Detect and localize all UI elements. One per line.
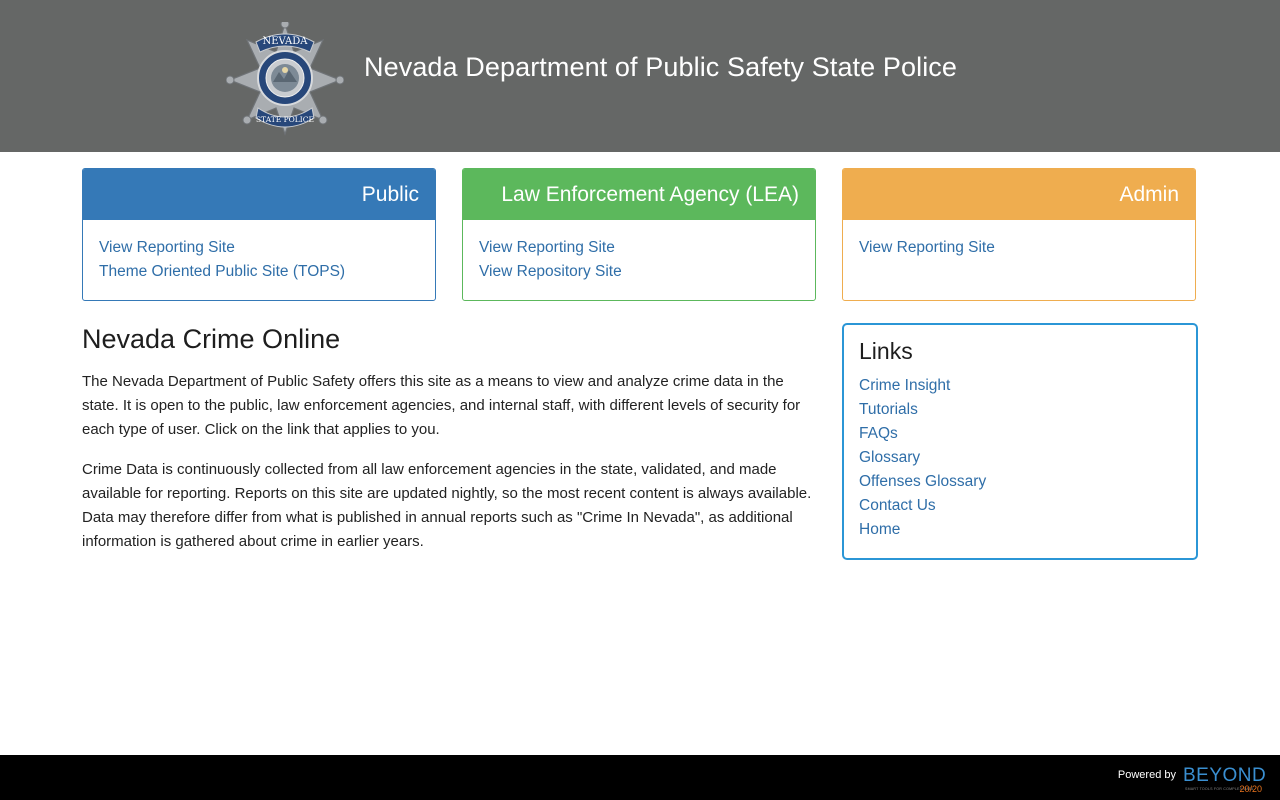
page-title: Nevada Department of Public Safety State Police (364, 52, 958, 82)
admin-card (842, 168, 1196, 301)
intro-paragraph: The Nevada Department of Public Safety offers this site as a means to view and analyze crime data in the state. It is open to the public, law enforcement agencies, and internal staff, with different levels of security for each type of user. Click on the link that applies to you. (82, 373, 801, 438)
lea-view-reporting-site-link[interactable]: View Reporting Site (479, 239, 615, 256)
logo-main-text: BEYOND (1183, 765, 1267, 786)
logo-tagline: SMART TOOLS FOR COMPLEX DATA (1185, 787, 1254, 791)
links-panel-title: Links (859, 338, 913, 364)
public-card-title: Public (83, 169, 435, 220)
lea-card (462, 168, 816, 301)
state-police-badge-icon (226, 22, 344, 136)
public-tops-link[interactable]: Theme Oriented Public Site (TOPS) (99, 263, 346, 280)
link-offenses-glossary[interactable]: Offenses Glossary (859, 473, 987, 490)
public-card (82, 168, 436, 301)
site-footer (0, 755, 1280, 800)
beyond-2020-logo[interactable] (1183, 760, 1265, 798)
data-paragraph: Crime Data is continuously collected from all law enforcement agencies in the state, validated, and made available for reporting. Reports on this site are updated nightly, so the most recent content is always available. Data may therefore differ from what is published in annual reports such as "Crime In Nevada", as additional information is gathered about crime in earlier years. (82, 461, 812, 550)
lea-card-title: Law Enforcement Agency (LEA) (463, 169, 815, 220)
links-panel (842, 323, 1198, 560)
main-content (82, 322, 822, 554)
badge-top-text: NEVADA (262, 36, 308, 47)
site-header (0, 0, 1280, 152)
lea-view-repository-site-link[interactable]: View Repository Site (479, 263, 622, 280)
link-glossary[interactable]: Glossary (859, 449, 921, 466)
main-heading: Nevada Crime Online (82, 324, 341, 354)
badge-bottom-text: STATE POLICE (256, 115, 314, 124)
link-crime-insight[interactable]: Crime Insight (859, 377, 951, 394)
powered-by-text: Powered by (1117, 769, 1176, 781)
admin-card-title: Admin (843, 169, 1195, 220)
link-home[interactable]: Home (859, 521, 901, 538)
link-contact-us[interactable]: Contact Us (859, 497, 936, 514)
link-tutorials[interactable]: Tutorials (859, 401, 918, 418)
logo-year: 20/20 (1239, 784, 1262, 794)
admin-view-reporting-site-link[interactable]: View Reporting Site (859, 239, 995, 256)
public-view-reporting-site-link[interactable]: View Reporting Site (99, 239, 235, 256)
link-faqs[interactable]: FAQs (859, 425, 898, 442)
